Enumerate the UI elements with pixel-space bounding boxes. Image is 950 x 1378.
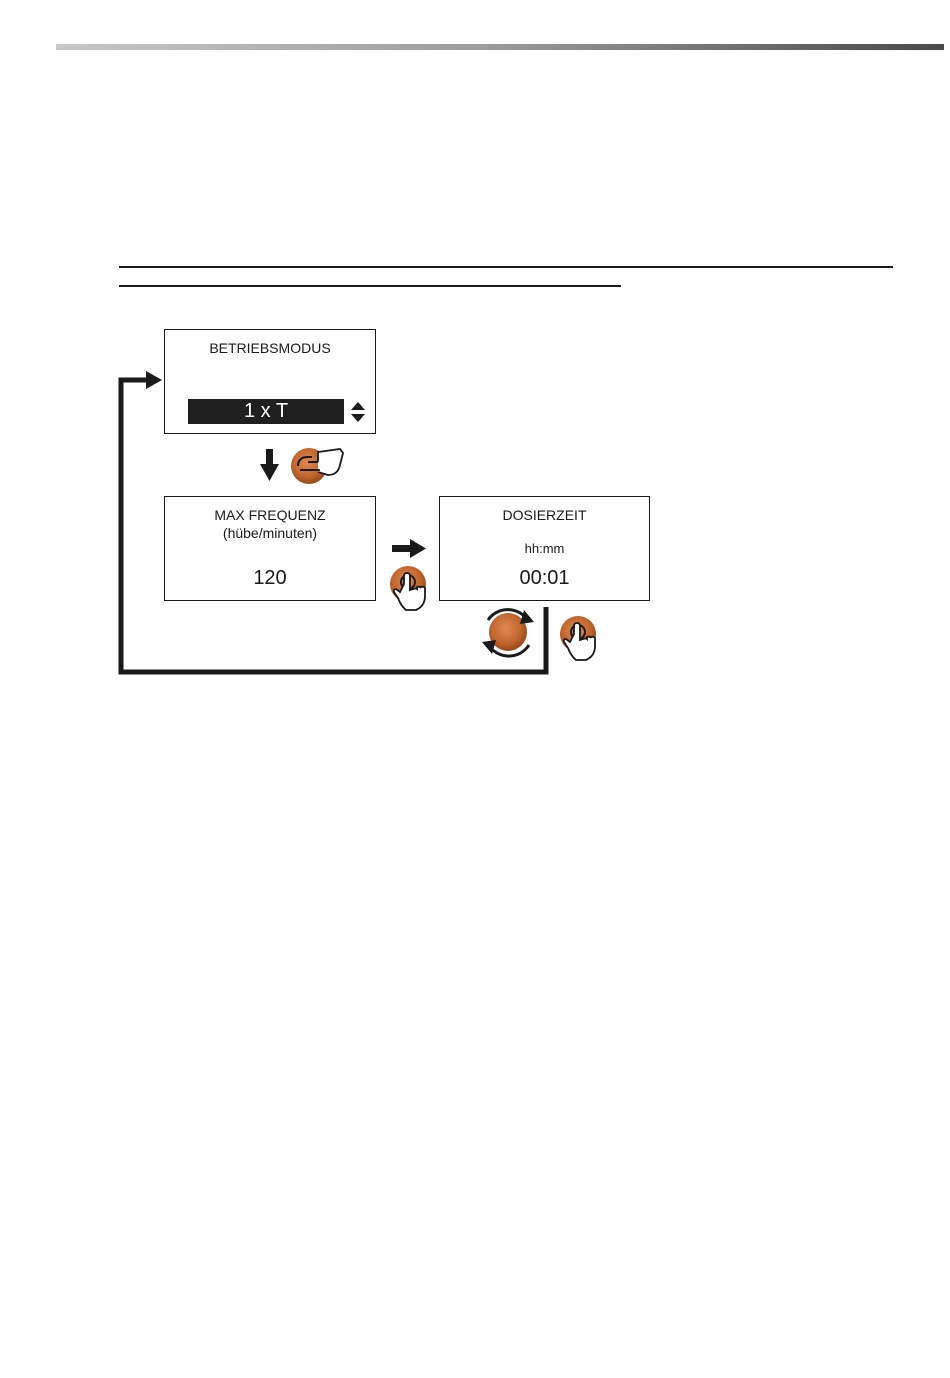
turn-hand-icon — [291, 448, 343, 484]
screen-title: DOSIERZEIT — [502, 507, 587, 523]
return-arrowhead-icon — [146, 371, 162, 389]
mode-value-field[interactable]: 1 x T — [188, 399, 344, 424]
down-arrow-icon — [260, 449, 279, 481]
rotate-arrows-icon — [482, 610, 534, 656]
up-down-arrows-icon[interactable] — [350, 401, 366, 423]
screen-title: BETRIEBSMODUS — [209, 340, 331, 356]
dosing-time-value: 00:01 — [519, 567, 570, 589]
max-frequenz-screen — [164, 496, 376, 601]
frequency-value: 120 — [253, 567, 287, 589]
screen-title: MAX FREQUENZ — [214, 507, 326, 523]
dosierzeit-screen — [439, 496, 650, 601]
betriebsmodus-screen — [164, 329, 376, 434]
press-hand-icon — [390, 566, 426, 610]
right-arrow-icon — [392, 539, 426, 558]
press-hand-icon — [560, 616, 596, 660]
screen-subtitle: (hübe/minuten) — [222, 525, 318, 541]
time-format-label: hh:mm — [524, 541, 565, 556]
